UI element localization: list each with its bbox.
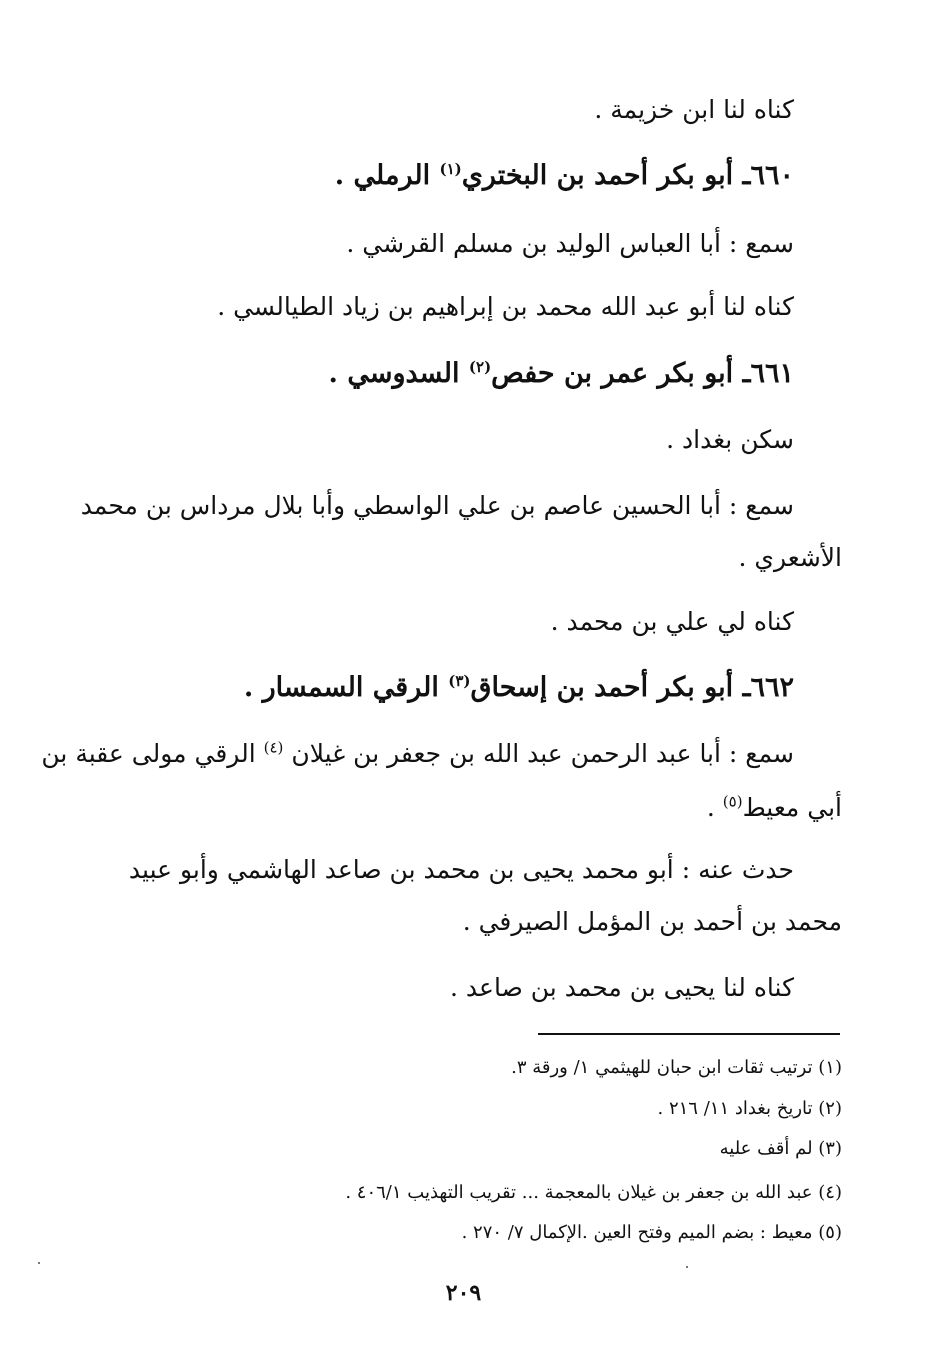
footnote-ref-3: (٣) [448,672,471,690]
entry-660-heading [335,158,794,194]
entry-662-narrated-line1: حدث عنه : أبو محمد يحيى بن محمد بن صاعد الهاشمي وأبو عبيد [128,855,794,884]
entry-660-heard: سمع : أبا العباس الوليد بن مسلم القرشي . [346,229,794,258]
page-number: ٢٠٩ [445,1280,482,1306]
entry-661-kunya: كناه لي علي بن محمد . [550,607,794,636]
entry-662-narrated-line2: محمد بن أحمد بن المؤمل الصيرفي . [462,907,842,936]
entry-661-heading [329,356,794,392]
kunya-ibn-khuzayma: كناه لنا ابن خزيمة . [594,95,794,124]
entry-661-heard-line1: سمع : أبا الحسين عاصم بن علي الواسطي وأبا بلال مرداس بن محمد [80,491,794,520]
entry-662-heading-tail: الرقي السمسار . [243,672,449,703]
entry-662-heading [244,670,794,706]
footnote-separator [538,1033,840,1035]
entry-662-heard-line2-start: أبي معيط [742,793,842,822]
footnote-5: (٥) معيط : بضم الميم وفتح العين .الإكمال ٧/ ٢٧٠ . [461,1222,842,1243]
footnote-3: (٣) لم أقف عليه [719,1138,842,1159]
entry-662-heard-line1-end: الرقي مولى عقبة بن [41,739,264,768]
entry-661-lived: سكن بغداد . [666,425,794,454]
entry-660-heading-text: ٦٦٠ـ أبو بكر أحمد بن البختري [461,160,794,191]
entry-660-kunya: كناه لنا أبو عبد الله محمد بن إبراهيم بن زياد الطيالسي . [217,292,794,321]
footnote-1: (١) ترتيب ثقات ابن حبان للهيثمي ١/ ورقة ٣. [511,1057,842,1078]
footnote-ref-4: (٤) [263,738,284,757]
entry-661-heading-text: ٦٦١ـ أبو بكر عمر بن حفص [491,358,794,389]
entry-662-heard-line1-start: سمع : أبا عبد الرحمن عبد الله بن جعفر بن غيلان [283,739,794,768]
entry-661-heard-line2: الأشعري . [738,543,842,572]
scan-speck [38,1262,40,1264]
entry-662-heard-line2 [707,790,842,826]
scan-speck [686,1266,688,1268]
footnote-ref-1: (١) [439,160,462,178]
footnote-ref-2: (٢) [468,358,492,376]
entry-662-heading-text: ٦٦٢ـ أبو بكر أحمد بن إسحاق [470,672,794,703]
footnote-2: (٢) تاريخ بغداد ١١/ ٢١٦ . [657,1098,842,1119]
entry-662-heard-line1 [41,736,794,772]
entry-662-heard-line2-end: . [706,793,723,822]
entry-661-heading-tail: السدوسي . [328,358,469,389]
footnote-ref-5: (٥) [722,792,743,811]
entry-660-heading-tail: الرملي . [334,160,440,191]
footnote-4: (٤) عبد الله بن جعفر بن غيلان بالمعجمة ... تقريب التهذيب ٤٠٦/١ . [345,1182,842,1203]
entry-662-kunya: كناه لنا يحيى بن محمد بن صاعد . [450,973,794,1002]
